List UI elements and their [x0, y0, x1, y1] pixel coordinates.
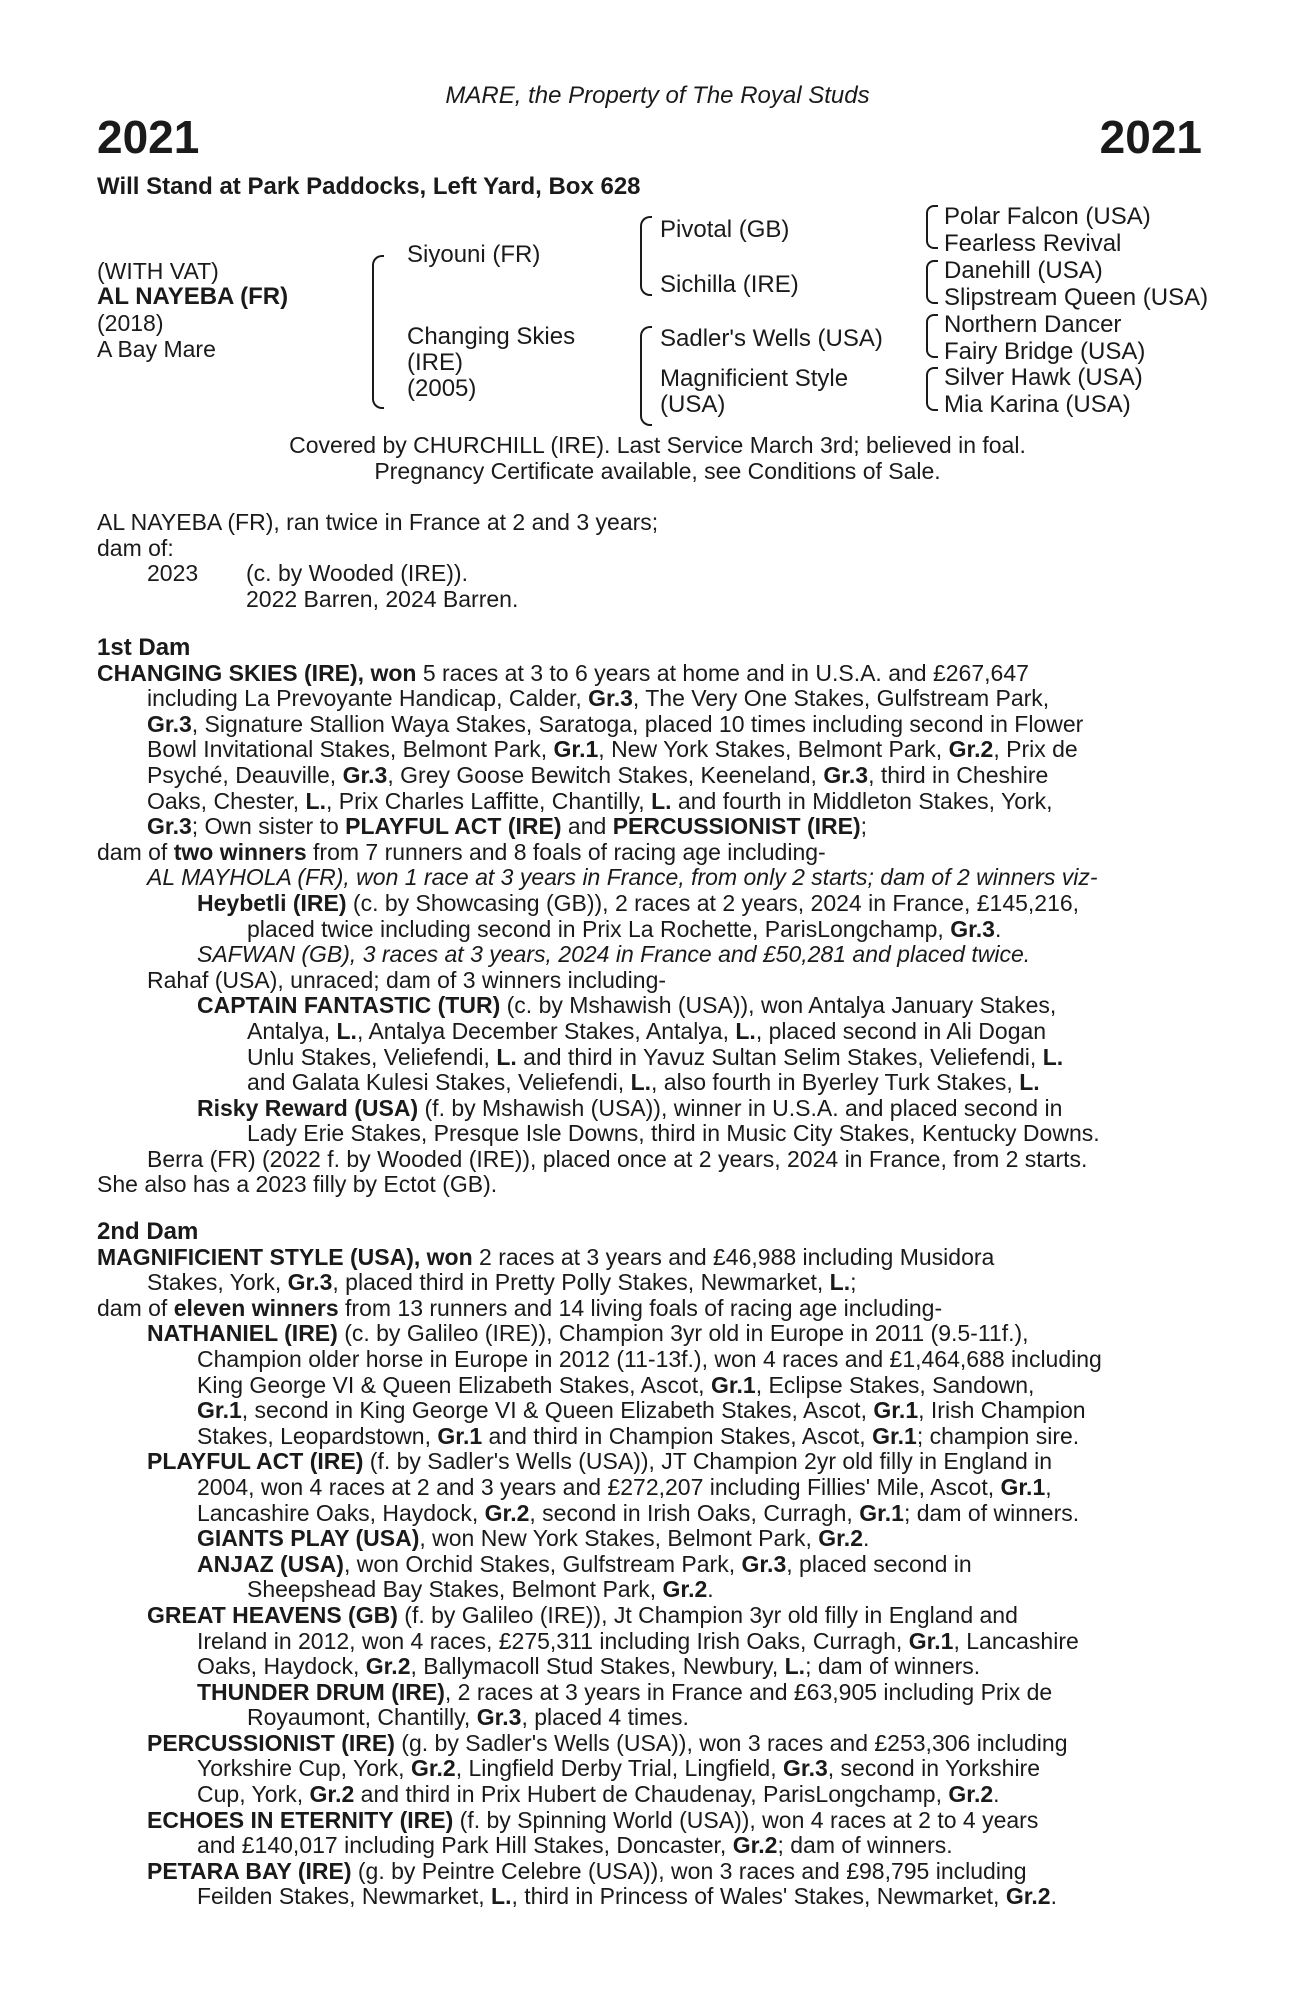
- text-line: dam of two winners from 7 runners and 8 foals of racing age including-: [97, 838, 826, 865]
- year-right: 2021: [1099, 111, 1202, 163]
- text-line: placed twice including second in Prix La Rochette, ParisLongchamp, Gr.3.: [247, 915, 1002, 942]
- dam-dam-dam: Mia Karina (USA): [944, 391, 1131, 418]
- text-line: NATHANIEL (IRE) (c. by Galileo (IRE)), Champion 3yr old in Europe in 2011 (9.5-11f.),: [147, 1320, 1029, 1347]
- pedigree-brace: [372, 255, 384, 409]
- intro-line: dam of:: [97, 534, 174, 561]
- text-line: Royaumont, Chantilly, Gr.3, placed 4 times.: [247, 1704, 689, 1731]
- pedigree-gen3-d: [944, 364, 1143, 418]
- pedigree-gen3-a: [944, 203, 1151, 257]
- text-line: Stakes, York, Gr.3, placed third in Pretty Polly Stakes, Newmarket, L.;: [147, 1269, 857, 1296]
- sire-sire: Pivotal (GB): [660, 216, 790, 243]
- horse-info: [97, 258, 288, 362]
- text-line: including La Prevoyante Handicap, Calder, Gr.3, The Very One Stakes, Gulfstream Park,: [147, 685, 1050, 712]
- dam-sire: Sadler's Wells (USA): [660, 325, 883, 352]
- sire-dam-sire: Danehill (USA): [944, 257, 1103, 284]
- text-line: King George VI & Queen Elizabeth Stakes, Ascot, Gr.1, Eclipse Stakes, Sandown,: [197, 1371, 1035, 1398]
- text-line: ECHOES IN ETERNITY (IRE) (f. by Spinning World (USA)), won 4 races at 2 to 4 years: [147, 1806, 1039, 1833]
- text-line: dam of eleven winners from 13 runners and 14 living foals of racing age including-: [97, 1294, 943, 1321]
- sire-dam: Sichilla (IRE): [660, 271, 799, 298]
- text-line: Oaks, Chester, L., Prix Charles Laffitte, Chantilly, L. and fourth in Middleton Stakes, York,: [147, 787, 1053, 814]
- sire-dam-dam: Slipstream Queen (USA): [944, 284, 1209, 311]
- vat-note: (WITH VAT): [97, 258, 219, 284]
- text-line: ANJAZ (USA), won Orchid Stakes, Gulfstream Park, Gr.3, placed second in: [197, 1550, 972, 1577]
- sire: Siyouni (FR): [407, 241, 541, 268]
- text-line: Bowl Invitational Stakes, Belmont Park, Gr.1, New York Stakes, Belmont Park, Gr.2, Prix de: [147, 736, 1078, 763]
- text-line: AL MAYHOLA (FR), won 1 race at 3 years in France, from only 2 starts; dam of 2 winners viz-: [147, 864, 1098, 891]
- subtitle: MARE, the Property of The Royal Studs: [445, 82, 870, 109]
- text-line: Psyché, Deauville, Gr.3, Grey Goose Bewitch Stakes, Keeneland, Gr.3, third in Cheshire: [147, 761, 1049, 788]
- produce-record: [97, 510, 1205, 612]
- pedigree-gen3-b: [944, 257, 1208, 311]
- text-line: Feilden Stakes, Newmarket, L., third in Princess of Wales' Stakes, Newmarket, Gr.2.: [197, 1883, 1057, 1910]
- pedigree-brace: [926, 314, 938, 358]
- dam-sire-dam: Fairy Bridge (USA): [944, 338, 1146, 365]
- text-line: THUNDER DRUM (IRE), 2 races at 3 years in France and £63,905 including Prix de: [197, 1678, 1053, 1705]
- first-dam-section: [97, 635, 1205, 1198]
- text-line: Oaks, Haydock, Gr.2, Ballymacoll Stud Stakes, Newbury, L.; dam of winners.: [197, 1653, 981, 1680]
- text-line: Stakes, Leopardstown, Gr.1 and third in Champion Stakes, Ascot, Gr.1; champion sire.: [197, 1422, 1080, 1449]
- first-dam-heading: 1st Dam: [97, 634, 191, 661]
- year-left: 2021: [97, 111, 200, 163]
- pedigree-gen3-c: [944, 311, 1145, 365]
- text-line: Gr.3, Signature Stallion Waya Stakes, Saratoga, placed 10 times including second in Flower: [147, 710, 1084, 737]
- text-line: Antalya, L., Antalya December Stakes, Antalya, L., placed second in Ali Dogan: [247, 1017, 1047, 1044]
- horse-name: AL NAYEBA (FR): [97, 283, 289, 310]
- text-line: CAPTAIN FANTASTIC (TUR) (c. by Mshawish (USA)), won Antalya January Stakes,: [197, 992, 1057, 1019]
- text-line: Lancashire Oaks, Haydock, Gr.2, second in Irish Oaks, Curragh, Gr.1; dam of winners.: [197, 1499, 1080, 1526]
- dam: Changing Skies (IRE) (2005): [407, 323, 576, 402]
- horse-foaled: (2018): [97, 310, 164, 336]
- text-line: Ireland in 2012, won 4 races, £275,311 including Irish Oaks, Curragh, Gr.1, Lancashire: [197, 1627, 1079, 1654]
- text-line: Unlu Stakes, Veliefendi, L. and third in Yavuz Sultan Selim Stakes, Veliefendi, L.: [247, 1043, 1064, 1070]
- covered-note: Covered by CHURCHILL (IRE). Last Service March 3rd; believed in foal. Pregnancy Certificate available, see Conditions of Sale.: [289, 432, 1026, 484]
- stand-location: Will Stand at Park Paddocks, Left Yard, Box 628: [97, 173, 641, 200]
- text-line: PERCUSSIONIST (IRE) (g. by Sadler's Wells (USA)), won 3 races and £253,306 including: [147, 1729, 1068, 1756]
- text-line: GREAT HEAVENS (GB) (f. by Galileo (IRE)), Jt Champion 3yr old filly in England and: [147, 1601, 1018, 1628]
- dam-sire-sire: Northern Dancer: [944, 311, 1122, 338]
- text-line: 2004, won 4 races at 2 and 3 years and £272,207 including Fillies' Mile, Ascot, Gr.1,: [197, 1473, 1052, 1500]
- second-dam-section: [97, 1219, 1205, 1910]
- second-dam-heading: 2nd Dam: [97, 1218, 199, 1245]
- text-line: She also has a 2023 filly by Ectot (GB).: [97, 1171, 498, 1198]
- dam-dam: Magnificient Style (USA): [660, 365, 849, 418]
- pedigree-brace: [926, 205, 938, 249]
- text-line: Rahaf (USA), unraced; dam of 3 winners including-: [147, 966, 667, 993]
- text-line: Gr.3; Own sister to PLAYFUL ACT (IRE) and PERCUSSIONIST (IRE);: [147, 813, 867, 840]
- produce-item: 2023 (c. by Wooded (IRE)).: [147, 560, 468, 587]
- text-line: GIANTS PLAY (USA), won New York Stakes, Belmont Park, Gr.2.: [197, 1525, 870, 1552]
- text-line: SAFWAN (GB), 3 races at 3 years, 2024 in France and £50,281 and placed twice.: [197, 941, 1031, 968]
- text-line: Cup, York, Gr.2 and third in Prix Hubert de Chaudenay, ParisLongchamp, Gr.2.: [197, 1781, 1000, 1808]
- text-line: CHANGING SKIES (IRE), won 5 races at 3 to 6 years at home and in U.S.A. and £267,647: [97, 659, 1029, 686]
- text-line: PLAYFUL ACT (IRE) (f. by Sadler's Wells (USA)), JT Champion 2yr old filly in England in: [147, 1448, 1053, 1475]
- barren-line: 2022 Barren, 2024 Barren.: [246, 585, 519, 612]
- horse-desc: A Bay Mare: [97, 336, 216, 362]
- text-line: Champion older horse in Europe in 2012 (11-13f.), won 4 races and £1,464,688 including: [197, 1345, 1102, 1372]
- text-line: Risky Reward (USA) (f. by Mshawish (USA)), winner in U.S.A. and placed second in: [197, 1094, 1063, 1121]
- pedigree-brace: [926, 367, 938, 411]
- dam-dam-sire: Silver Hawk (USA): [944, 364, 1143, 391]
- pedigree-brace: [926, 260, 938, 304]
- sire-sire-dam: Fearless Revival: [944, 230, 1122, 257]
- pedigree-brace: [640, 216, 652, 296]
- text-line: Heybetli (IRE) (c. by Showcasing (GB)), 2 races at 2 years, 2024 in France, £145,216,: [197, 889, 1080, 916]
- text-line: MAGNIFICIENT STYLE (USA), won 2 races at 3 years and £46,988 including Musidora: [97, 1243, 995, 1270]
- pedigree-brace: [640, 326, 652, 426]
- text-line: PETARA BAY (IRE) (g. by Peintre Celebre (USA)), won 3 races and £98,795 including: [147, 1857, 1027, 1884]
- text-line: and £140,017 including Park Hill Stakes, Doncaster, Gr.2; dam of winners.: [197, 1832, 953, 1859]
- text-line: Berra (FR) (2022 f. by Wooded (IRE)), placed once at 2 years, 2024 in France, from 2 starts.: [147, 1145, 1088, 1172]
- sire-sire-sire: Polar Falcon (USA): [944, 203, 1151, 230]
- text-line: Lady Erie Stakes, Presque Isle Downs, third in Music City Stakes, Kentucky Downs.: [247, 1120, 1100, 1147]
- intro-line: AL NAYEBA (FR), ran twice in France at 2 and 3 years;: [97, 509, 659, 535]
- text-line: Sheepshead Bay Stakes, Belmont Park, Gr.2.: [247, 1576, 714, 1603]
- text-line: Yorkshire Cup, York, Gr.2, Lingfield Derby Trial, Lingfield, Gr.3, second in Yorkshire: [197, 1755, 1041, 1782]
- text-line: Gr.1, second in King George VI & Queen Elizabeth Stakes, Ascot, Gr.1, Irish Champion: [197, 1397, 1086, 1424]
- text-line: and Galata Kulesi Stakes, Veliefendi, L., also fourth in Byerley Turk Stakes, L.: [247, 1069, 1040, 1096]
